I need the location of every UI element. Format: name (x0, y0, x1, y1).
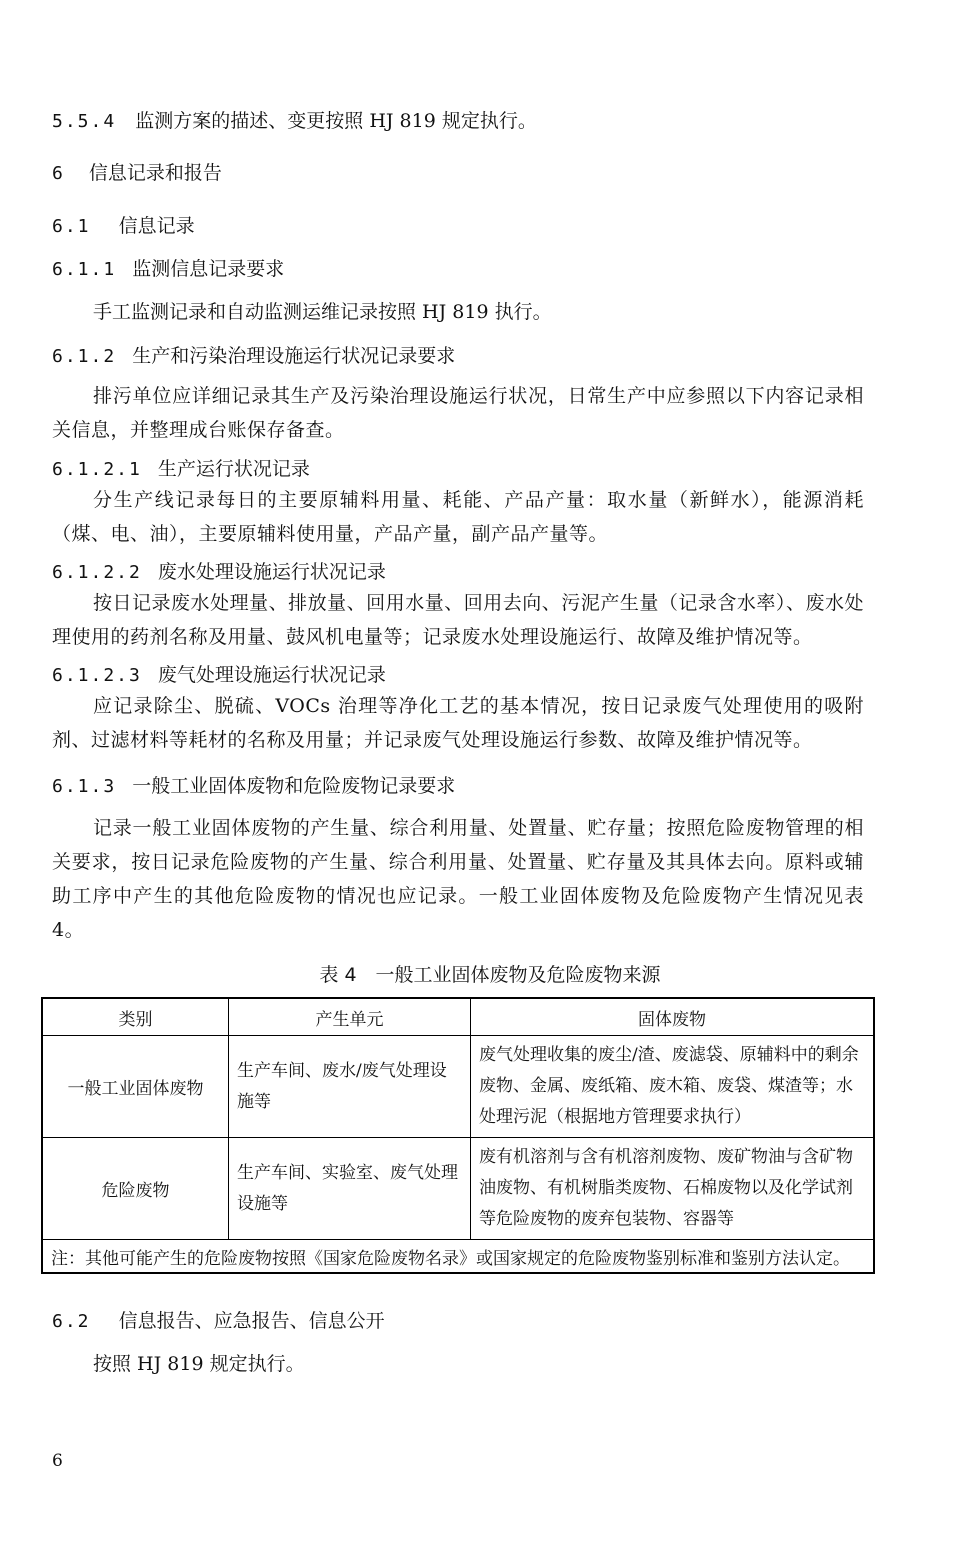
table-caption: 表 4 一般工业固体废物及危险废物来源 (319, 964, 661, 986)
waste-cell: 废有机溶剂与含有机溶剂废物、废矿物油与含矿物油废物、有机树脂类废物、石棉废物以及化学试剂等危险废物的废弃包装物、容器等 (471, 1138, 875, 1240)
unit-cell: 生产车间、实验室、废气处理设施等 (229, 1138, 471, 1240)
heading-6-1-2-2 (52, 557, 386, 584)
heading-6-1-2-1 (52, 454, 310, 481)
section-5-5-4 (52, 104, 537, 138)
waste-cell: 废气处理收集的废尘/渣、废滤袋、原辅料中的剩余废物、金属、废纸箱、废木箱、废袋、煤渣等；水处理污泥（根据地方管理要求执行） (471, 1036, 875, 1138)
heading-6-2 (52, 1306, 385, 1333)
table-row (42, 1036, 874, 1138)
section-number: 5.5.4 (52, 111, 117, 132)
heading-6-1-2 (52, 341, 455, 368)
heading-number: 6.1.3 (52, 776, 117, 797)
unit-cell: 生产车间、废水/废气处理设施等 (229, 1036, 471, 1138)
heading-title: 废水处理设施运行状况记录 (157, 561, 386, 583)
heading-number: 6.1.1 (52, 259, 117, 280)
heading-title: 生产和污染治理设施运行状况记录要求 (132, 345, 456, 367)
heading-number: 6.1 (52, 216, 91, 237)
category-cell: 一般工业固体废物 (42, 1036, 229, 1138)
column-header: 固体废物 (471, 998, 875, 1036)
heading-number: 6 (52, 163, 65, 184)
heading-number: 6.1.2.2 (52, 562, 142, 583)
heading-number: 6.1.2.3 (52, 665, 142, 686)
heading-6-1 (52, 211, 195, 238)
heading-title: 一般工业固体废物和危险废物记录要求 (132, 775, 456, 797)
paragraph: 按照 HJ 819 规定执行。 (93, 1353, 305, 1375)
paragraph: 应记录除尘、脱硫、VOCs 治理等净化工艺的基本情况，按日记录废气处理使用的吸附剂、过滤材料等耗材的名称及用量；并记录废气处理设施运行参数、故障及维护情况等。 (52, 695, 864, 751)
table-header-row (42, 998, 874, 1036)
heading-title: 废气处理设施运行状况记录 (157, 664, 386, 686)
heading-6 (52, 158, 222, 185)
heading-title: 生产运行状况记录 (157, 458, 310, 480)
heading-number: 6.1.2.1 (52, 459, 142, 480)
heading-title: 信息报告、应急报告、信息公开 (118, 1310, 385, 1332)
heading-6-1-3 (52, 771, 455, 798)
heading-number: 6.1.2 (52, 346, 117, 367)
paragraph: 排污单位应详细记录其生产及污染治理设施运行状况，日常生产中应参照以下内容记录相关信息，并整理成台账保存备查。 (52, 385, 864, 441)
waste-source-table (41, 997, 875, 1274)
table-note: 注：其他可能产生的危险废物按照《国家危险废物名录》或国家规定的危险废物鉴别标准和鉴别方法认定。 (42, 1240, 874, 1274)
table-note-row (42, 1240, 874, 1274)
section-text: 监测方案的描述、变更按照 HJ 819 规定执行。 (135, 110, 537, 132)
paragraph: 按日记录废水处理量、排放量、回用水量、回用去向、污泥产生量（记录含水率）、废水处理使用的药剂名称及用量、鼓风机电量等；记录废水处理设施运行、故障及维护情况等。 (52, 592, 864, 648)
heading-6-1-1 (52, 254, 284, 281)
column-header: 产生单元 (229, 998, 471, 1036)
paragraph: 记录一般工业固体废物的产生量、综合利用量、处置量、贮存量；按照危险废物管理的相关要求，按日记录危险废物的产生量、综合利用量、处置量、贮存量及其具体去向。原料或辅助工序中产生的其他危险废物的情况也应记录。一般工业固体废物及危险废物产生情况见表 4。 (52, 817, 864, 941)
paragraph: 分生产线记录每日的主要原辅料用量、耗能、产品产量：取水量（新鲜水），能源消耗（煤、电、油），主要原辅料使用量，产品产量，副产品产量等。 (52, 489, 864, 545)
heading-6-1-2-3 (52, 660, 386, 687)
category-cell: 危险废物 (42, 1138, 229, 1240)
heading-number: 6.2 (52, 1311, 91, 1332)
page-number: 6 (52, 1451, 63, 1471)
heading-title: 监测信息记录要求 (132, 258, 285, 280)
paragraph: 手工监测记录和自动监测运维记录按照 HJ 819 执行。 (93, 301, 552, 323)
heading-title: 信息记录 (118, 215, 195, 237)
heading-title: 信息记录和报告 (88, 162, 222, 184)
table-row (42, 1138, 874, 1240)
column-header: 类别 (42, 998, 229, 1036)
